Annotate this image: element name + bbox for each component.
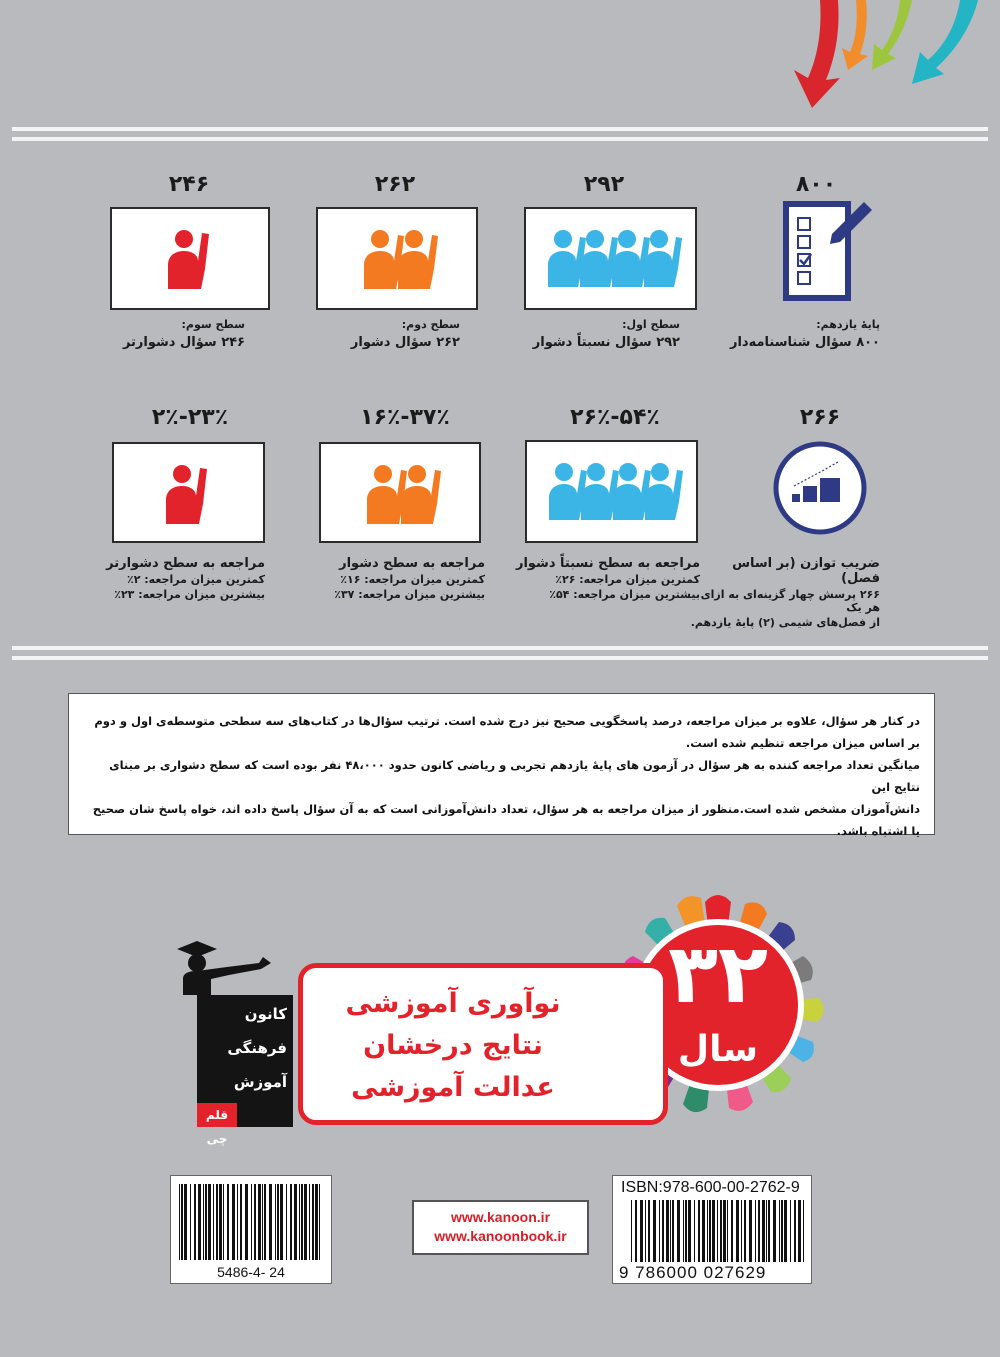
stat-value-total: ۸۰۰ (795, 172, 837, 197)
barcode-bar (245, 1184, 248, 1260)
barcode-bar (755, 1200, 756, 1262)
logo-badge: قلم چی (197, 1103, 237, 1127)
barcode-bar (315, 1184, 318, 1260)
barcode-bar (803, 1200, 804, 1262)
caption-range-level1: مراجعه به سطح نسبتاً دشوار کمترین میزان مراجعه: ۲۶٪ بیشترین میزان مراجعه: ۵۴٪ (515, 556, 700, 601)
barcode-bar (662, 1200, 664, 1262)
barcode-bar (251, 1184, 252, 1260)
people-group-icon (526, 209, 695, 308)
people-pair-icon (321, 444, 479, 541)
caption-range-level3: مراجعه به سطح دشوارتر کمترین میزان مراجعه: ۲٪ بیشترین میزان مراجعه: ۲۳٪ (106, 556, 265, 601)
kanoon-logo: کانون فرهنگی آموزش قلم چی (167, 935, 297, 1130)
barcode-bar (712, 1200, 715, 1262)
balance-chart-icon (772, 440, 868, 536)
barcode-bar (275, 1184, 276, 1260)
slogan-box (298, 963, 668, 1125)
barcode-bar (698, 1200, 700, 1262)
barcode-bar (635, 1200, 637, 1262)
barcode-bar (277, 1184, 279, 1260)
barcode-bar (203, 1184, 204, 1260)
top-divider (12, 127, 988, 145)
barcode-bar (666, 1200, 669, 1262)
barcode-bar (301, 1184, 303, 1260)
barcode-bar (280, 1184, 283, 1260)
stat-value-level3: ۲۴۶ (168, 172, 210, 197)
barcode-bar (213, 1184, 214, 1260)
barcode-bar (184, 1184, 187, 1260)
stat-value-range-level2: ۱۶٪-۳۷٪ (360, 405, 450, 430)
level2-range-card (319, 442, 481, 543)
barcode-bar (264, 1184, 266, 1260)
barcode-bar (727, 1200, 728, 1262)
barcode-bar (694, 1200, 695, 1262)
website-links (412, 1200, 589, 1255)
barcode-bar (240, 1184, 242, 1260)
isbn-barcode: ISBN:978-600-00-2762-9 9 786000 027629 (612, 1175, 812, 1284)
people-group-icon (527, 442, 696, 541)
barcode-bar (205, 1184, 207, 1260)
barcode-bar (659, 1200, 660, 1262)
barcode-bar (208, 1184, 211, 1260)
level3-range-card (112, 442, 265, 543)
caption-level2: سطح دوم: ۲۶۲ سؤال دشوار (350, 318, 460, 350)
level1-range-card (525, 440, 698, 543)
barcode-bar (736, 1200, 739, 1262)
level2-card (316, 207, 478, 310)
barcode-bar (223, 1184, 224, 1260)
barcode-bar (677, 1200, 680, 1262)
barcode-bar (232, 1184, 235, 1260)
barcode-bar (688, 1200, 691, 1262)
barcode-bar (794, 1200, 796, 1262)
barcode-bar (219, 1184, 222, 1260)
slogan-line-2: نتایج درخشان (363, 1030, 543, 1061)
barcode-bar (790, 1200, 791, 1262)
barcode-bar (781, 1200, 783, 1262)
inventory-barcode: 5486-4- 24 (170, 1175, 332, 1284)
years-word: سال (677, 1029, 759, 1070)
barcode-bar (290, 1184, 292, 1260)
person-raising-hand-icon (112, 209, 268, 308)
barcode-bar (749, 1200, 752, 1262)
barcode-bars (179, 1184, 325, 1260)
barcode-bar (645, 1200, 646, 1262)
barcode-bar (648, 1200, 650, 1262)
stat-value-balance: ۲۶۶ (799, 405, 841, 430)
barcode-bar (768, 1200, 770, 1262)
barcode-bar (227, 1184, 229, 1260)
barcode-bar (798, 1200, 801, 1262)
barcode-bar (190, 1184, 191, 1260)
stat-value-level2: ۲۶۲ (374, 172, 416, 197)
barcode-bar (194, 1184, 196, 1260)
barcode-bar (766, 1200, 767, 1262)
barcode-bar (672, 1200, 674, 1262)
barcode-bar (631, 1200, 632, 1262)
decorative-arrows-graphic (760, 0, 1000, 110)
caption-balance: ضریب توازن (بر اساس فصل) ۲۶۶ پرسش چهار گزینه‌ای به ازای هر یک از فصل‌های شیمی (۲) پایه‌ٔ یازدهم. (690, 556, 880, 629)
barcode-bar (741, 1200, 742, 1262)
barcode-bar (773, 1200, 776, 1262)
slogan-line-3: عدالت آموزشی (351, 1072, 555, 1103)
checklist-icon (778, 194, 878, 306)
barcode-bar (709, 1200, 711, 1262)
barcode-bar (683, 1200, 684, 1262)
barcode-bars (631, 1200, 807, 1262)
barcode-bar (179, 1184, 180, 1260)
person-raising-hand-icon (114, 444, 263, 541)
stat-value-range-level3: ۲٪-۲۳٪ (151, 405, 229, 430)
level3-card (110, 207, 270, 310)
barcode-bar (744, 1200, 746, 1262)
barcode-bar (312, 1184, 314, 1260)
barcode-bar (216, 1184, 218, 1260)
barcode-bar (198, 1184, 201, 1260)
barcode-bar (784, 1200, 787, 1262)
caption-level1: سطح اول: ۲۹۲ سؤال نسبتاً دشوار (532, 318, 680, 350)
barcode-bar (286, 1184, 287, 1260)
barcode-bar (653, 1200, 656, 1262)
website-link[interactable]: www.kanoon.ir (450, 1209, 551, 1225)
barcode-bar (262, 1184, 263, 1260)
barcode-bar (685, 1200, 687, 1262)
barcode-bar (707, 1200, 708, 1262)
stat-value-level1: ۲۹۲ (583, 172, 625, 197)
barcode-bar (720, 1200, 722, 1262)
barcode-bar (717, 1200, 718, 1262)
barcode-bar (640, 1200, 643, 1262)
barcode-bar (670, 1200, 671, 1262)
people-pair-icon (318, 209, 476, 308)
bookstore-link[interactable]: www.kanoonbook.ir (434, 1228, 567, 1244)
barcode-bar (254, 1184, 256, 1260)
barcode-bar (309, 1184, 310, 1260)
barcode-bar (731, 1200, 733, 1262)
explanation-note: در کنار هر سؤال، علاوه بر میزان مراجعه، درصد پاسخگویی صحیح نیز درج شده است. ترتیب سؤال‌ها در کتاب‌های سه سطحی متوسطه‌ی اول و دوم بر اساس میزان مراجعه تنظیم شده است. میانگین تعداد مراجعه کننده به هر سؤال در آزمون های پایه‌ٔ یازدهم تجربی و ریاضی کانون حدود ۴۸،۰۰۰ نفر بوده است که سطح دشواری بر مبنای نتایج این دانش‌آموزان مشخص شده است.منظور از میزان مراجعه به هر سؤال، تعداد دانش‌آموزانی است که به آن سؤال پاسخ داده اند، خواه پاسخ شان صحیح یا اشتباه باشد. (68, 693, 935, 835)
barcode-bar (294, 1184, 297, 1260)
barcode-bar (258, 1184, 261, 1260)
barcode-bar (779, 1200, 780, 1262)
barcode-bar (181, 1184, 183, 1260)
caption-level3: سطح سوم: ۲۴۶ سؤال دشوارتر (122, 318, 245, 350)
barcode-bar (702, 1200, 705, 1262)
barcode-bar (269, 1184, 272, 1260)
stat-value-range-level1: ۲۶٪-۵۴٪ (570, 405, 660, 430)
barcode-bar (299, 1184, 300, 1260)
barcode-bar (319, 1184, 320, 1260)
level1-card (524, 207, 697, 310)
caption-range-level2: مراجعه به سطح دشوار کمترین میزان مراجعه: ۱۶٪ بیشترین میزان مراجعه: ۳۷٪ (334, 556, 485, 601)
barcode-bar (762, 1200, 765, 1262)
barcode-bar (237, 1184, 238, 1260)
slogan-line-1: نوآوری آموزشی (345, 988, 561, 1019)
middle-divider (12, 646, 988, 664)
years-number: ۳۲ (667, 927, 769, 1022)
barcode-bar (758, 1200, 760, 1262)
caption-total: پایه‌ٔ یازدهم: ۸۰۰ سؤال شناسنامه‌دار (729, 318, 880, 350)
barcode-bar (723, 1200, 726, 1262)
barcode-bar (304, 1184, 307, 1260)
